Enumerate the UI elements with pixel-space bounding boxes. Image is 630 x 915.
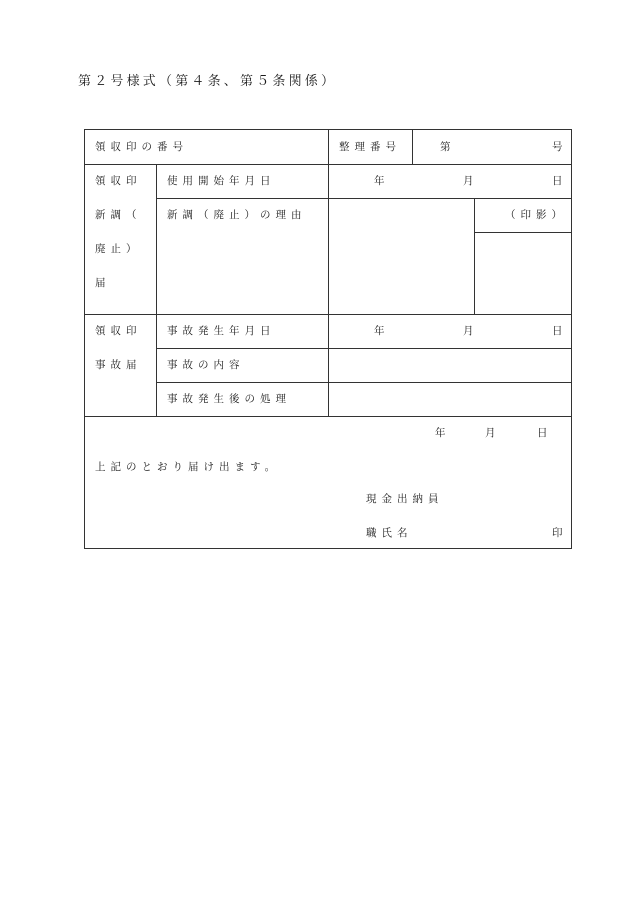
row-divider bbox=[474, 232, 571, 233]
new-section-label-line: 新調（ bbox=[95, 209, 142, 221]
seal-mark: 印 bbox=[552, 527, 568, 539]
post-accident-label: 事故発生後の処理 bbox=[167, 393, 291, 405]
reason-label: 新調（廃止）の理由 bbox=[167, 209, 307, 221]
column-divider bbox=[328, 130, 329, 164]
footer-date-day-unit: 日 bbox=[537, 427, 553, 439]
row-divider bbox=[85, 416, 571, 417]
accident-section-label-line: 事故届 bbox=[95, 359, 142, 371]
date-day-unit: 日 bbox=[552, 325, 568, 337]
date-month-unit: 月 bbox=[463, 325, 479, 337]
column-divider bbox=[328, 164, 329, 416]
accident-details-label: 事故の内容 bbox=[167, 359, 245, 371]
form-title: 第２号様式（第４条、第５条関係） bbox=[78, 74, 338, 89]
start-date-label: 使用開始年月日 bbox=[167, 175, 276, 187]
new-section-label-line: 領収印 bbox=[95, 175, 142, 187]
new-section-label-line: 届 bbox=[95, 277, 111, 289]
row-divider bbox=[156, 348, 571, 349]
new-section-label-line: 廃止） bbox=[95, 243, 142, 255]
date-year-unit: 年 bbox=[374, 175, 390, 187]
seal-impression-label: （印影） bbox=[505, 209, 567, 221]
receipt-stamp-number-label: 領収印の番号 bbox=[95, 141, 188, 153]
column-divider bbox=[474, 198, 475, 314]
date-year-unit: 年 bbox=[374, 325, 390, 337]
accident-date-label: 事故発生年月日 bbox=[167, 325, 276, 337]
cash-officer-label: 現金出納員 bbox=[366, 493, 444, 505]
column-divider bbox=[156, 164, 157, 416]
declaration-statement: 上記のとおり届け出ます。 bbox=[95, 461, 281, 473]
footer-date-month-unit: 月 bbox=[485, 427, 501, 439]
number-suffix: 号 bbox=[552, 141, 568, 153]
reference-number-label: 整理番号 bbox=[339, 141, 401, 153]
number-prefix: 第 bbox=[440, 141, 456, 153]
row-divider bbox=[156, 198, 571, 199]
column-divider bbox=[412, 130, 413, 164]
row-divider bbox=[156, 382, 571, 383]
form-table bbox=[84, 129, 572, 549]
date-month-unit: 月 bbox=[463, 175, 479, 187]
accident-section-label-line: 領収印 bbox=[95, 325, 142, 337]
date-day-unit: 日 bbox=[552, 175, 568, 187]
footer-date-year-unit: 年 bbox=[435, 427, 451, 439]
title-name-label: 職氏名 bbox=[366, 527, 413, 539]
